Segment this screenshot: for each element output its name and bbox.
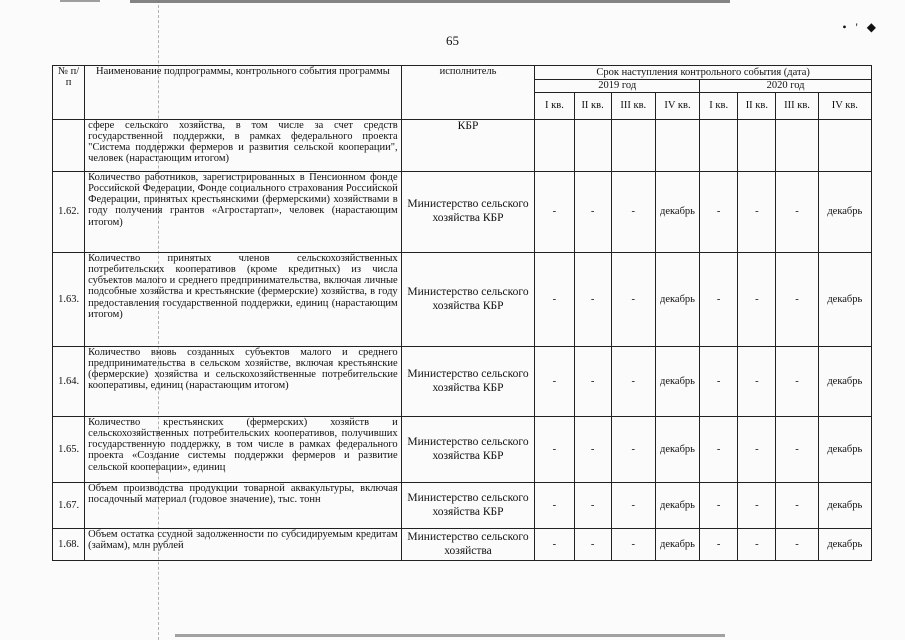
table-row xyxy=(53,172,872,253)
header-name: Наименование подпрограммы, контрольного события программы xyxy=(85,66,402,120)
quarter-cell: - xyxy=(738,417,776,483)
row-number: 1.65. xyxy=(53,417,85,483)
quarter-cell: - xyxy=(738,253,776,347)
quarter-cell: - xyxy=(611,347,655,417)
quarter-cell: - xyxy=(535,347,574,417)
scan-artifact-bottom xyxy=(175,634,725,637)
header-quarter: II кв. xyxy=(738,93,776,120)
quarter-cell: - xyxy=(700,253,738,347)
header-quarter: IV кв. xyxy=(818,93,871,120)
quarter-cell xyxy=(818,120,871,172)
quarter-cell xyxy=(776,120,818,172)
header-executor: исполнитель xyxy=(401,66,535,120)
quarter-cell: декабрь xyxy=(655,172,699,253)
quarter-cell: декабрь xyxy=(818,529,871,561)
quarter-cell: декабрь xyxy=(655,529,699,561)
table-row xyxy=(53,483,872,529)
quarter-cell: - xyxy=(700,347,738,417)
quarter-cell: - xyxy=(574,347,611,417)
quarter-cell: декабрь xyxy=(818,347,871,417)
executor: Министерство сельского хозяйства КБР xyxy=(401,347,535,417)
header-quarter: III кв. xyxy=(776,93,818,120)
header-year-2020: 2020 год xyxy=(700,80,872,93)
row-number: 1.67. xyxy=(53,483,85,529)
quarter-cell xyxy=(574,120,611,172)
quarter-cell: - xyxy=(776,253,818,347)
header-quarter: I кв. xyxy=(700,93,738,120)
table-row xyxy=(53,417,872,483)
quarter-cell: декабрь xyxy=(818,253,871,347)
header-quarter: III кв. xyxy=(611,93,655,120)
executor: Министерство сельского хозяйства КБР xyxy=(401,253,535,347)
executor: КБР xyxy=(401,120,535,172)
row-number: 1.63. xyxy=(53,253,85,347)
quarter-cell: - xyxy=(611,483,655,529)
quarter-cell xyxy=(655,120,699,172)
event-name: сфере сельского хозяйства, в том числе за счет средств государственной поддержки, в рамках федерального проекта "Система поддержки фермеров и развития сельской кооперации", человек (нарастающим итогом) xyxy=(85,120,402,172)
header-num: № п/п xyxy=(53,66,85,120)
scan-artifact-top xyxy=(130,0,730,3)
quarter-cell: - xyxy=(535,529,574,561)
quarter-cell: - xyxy=(535,172,574,253)
header-quarter: I кв. xyxy=(535,93,574,120)
header-year-2019: 2019 год xyxy=(535,80,700,93)
table-row xyxy=(53,347,872,417)
quarter-cell: - xyxy=(700,172,738,253)
event-name: Объем производства продукции товарной аквакультуры, включая посадочный материал (годовое значение), тыс. тонн xyxy=(85,483,402,529)
quarter-cell: - xyxy=(611,172,655,253)
row-number xyxy=(53,120,85,172)
quarter-cell: - xyxy=(535,253,574,347)
executor: Министерство сельского хозяйства КБР xyxy=(401,172,535,253)
quarter-cell: - xyxy=(535,417,574,483)
quarter-cell: - xyxy=(738,529,776,561)
quarter-cell xyxy=(535,120,574,172)
quarter-cell xyxy=(738,120,776,172)
quarter-cell: - xyxy=(700,483,738,529)
event-name: Количество работников, зарегистрированных в Пенсионном фонде Российской Федерации, Фонде социального страхования Российской Федерации, принятых крестьянскими (фермерскими) хозяйствами в году получения грантов «Агростартап», человек (нарастающим итогом) xyxy=(85,172,402,253)
quarter-cell: - xyxy=(776,347,818,417)
quarter-cell: - xyxy=(738,347,776,417)
quarter-cell: - xyxy=(776,417,818,483)
row-number: 1.64. xyxy=(53,347,85,417)
quarter-cell: - xyxy=(574,172,611,253)
event-name: Количество вновь созданных субъектов малого и среднего предпринимательства в сельском хозяйстве, включая крестьянские (фермерские) хозяйства и сельскохозяйственные потребительские кооперативы, единиц (нарастающим итогом) xyxy=(85,347,402,417)
quarter-cell: декабрь xyxy=(655,253,699,347)
quarter-cell: - xyxy=(776,483,818,529)
quarter-cell: декабрь xyxy=(655,417,699,483)
scan-dots: • ' ◆ xyxy=(842,20,879,34)
quarter-cell: - xyxy=(611,253,655,347)
quarter-cell: - xyxy=(776,529,818,561)
row-number: 1.68. xyxy=(53,529,85,561)
quarter-cell: декабрь xyxy=(655,483,699,529)
quarter-cell: - xyxy=(535,483,574,529)
quarter-cell: - xyxy=(700,529,738,561)
executor: Министерство сельского хозяйства КБР xyxy=(401,483,535,529)
table-row xyxy=(53,529,872,561)
quarter-cell: - xyxy=(574,253,611,347)
quarter-cell: - xyxy=(574,483,611,529)
page-number: 65 xyxy=(446,33,459,48)
executor: Министерство сельского хозяйства КБР xyxy=(401,417,535,483)
table-row xyxy=(53,253,872,347)
quarter-cell: - xyxy=(574,417,611,483)
quarter-cell: - xyxy=(574,529,611,561)
quarter-cell: - xyxy=(776,172,818,253)
quarter-cell: - xyxy=(738,483,776,529)
header-quarter: IV кв. xyxy=(655,93,699,120)
quarter-cell: декабрь xyxy=(818,417,871,483)
header-quarter: II кв. xyxy=(574,93,611,120)
control-events-table xyxy=(52,65,872,561)
quarter-cell: - xyxy=(700,417,738,483)
executor: Министерство сельского хозяйства xyxy=(401,529,535,561)
scan-artifact-top-left xyxy=(60,0,100,2)
quarter-cell xyxy=(700,120,738,172)
quarter-cell: декабрь xyxy=(818,172,871,253)
event-name: Количество принятых членов сельскохозяйственных потребительских кооперативов (кроме кредитных) из числа субъектов малого и среднего предпринимательства, включая личные подсобные хозяйства и крестьянские (фермерские) хозяйства, в году предоставления государственной поддержки, единиц (нарастающим итогом) xyxy=(85,253,402,347)
header-deadline: Срок наступления контрольного события (дата) xyxy=(535,66,872,80)
quarter-cell: декабрь xyxy=(655,347,699,417)
event-name: Объем остатка ссудной задолженности по субсидируемым кредитам (займам), млн рублей xyxy=(85,529,402,561)
quarter-cell: - xyxy=(611,417,655,483)
quarter-cell xyxy=(611,120,655,172)
quarter-cell: декабрь xyxy=(818,483,871,529)
quarter-cell: - xyxy=(611,529,655,561)
row-number: 1.62. xyxy=(53,172,85,253)
quarter-cell: - xyxy=(738,172,776,253)
event-name: Количество крестьянских (фермерских) хозяйств и сельскохозяйственных потребительских кооперативов, получивших государственную поддержку, в том числе в рамках федерального проекта «Создание системы поддержки фермеров и развитие сельской кооперации», единиц xyxy=(85,417,402,483)
table-row xyxy=(53,120,872,172)
